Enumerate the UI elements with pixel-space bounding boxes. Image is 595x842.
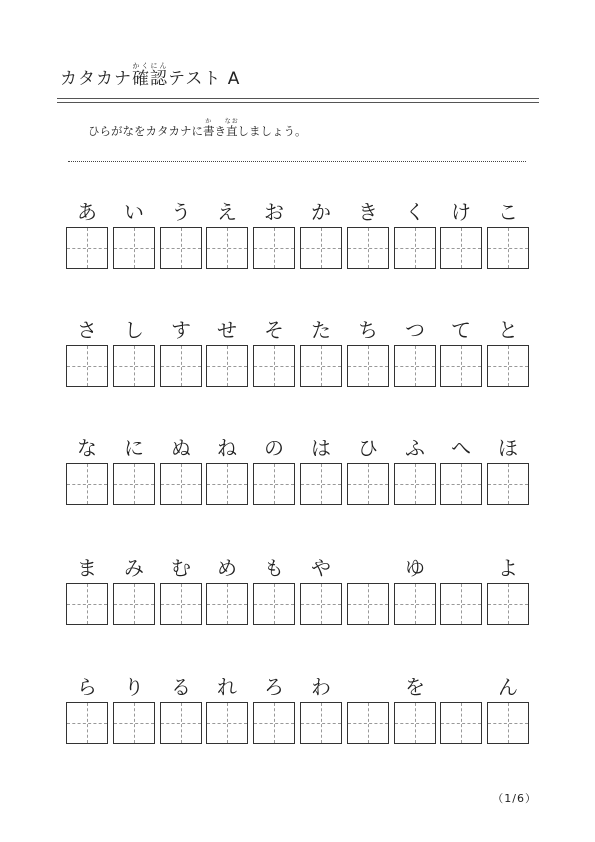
hiragana-prompt: た	[311, 318, 331, 342]
writing-box[interactable]	[440, 345, 482, 387]
hiragana-prompt: え	[217, 200, 237, 224]
hiragana-prompt: つ	[405, 318, 425, 342]
writing-box[interactable]	[394, 583, 436, 625]
instruction-nao-ruby	[224, 118, 239, 138]
hiragana-prompt: は	[311, 436, 331, 460]
writing-box[interactable]	[160, 227, 202, 269]
instruction-nao-reading: なお	[224, 118, 239, 125]
title-ruby-reading: かくにん	[132, 62, 168, 70]
writing-box[interactable]	[160, 702, 202, 744]
page-number: （1/6）	[492, 792, 537, 805]
hiragana-prompt: ひ	[358, 436, 378, 460]
writing-box[interactable]	[487, 702, 529, 744]
hiragana-prompt: そ	[264, 318, 284, 342]
hiragana-prompt: ゆ	[405, 556, 425, 580]
writing-box[interactable]	[160, 463, 202, 505]
writing-box[interactable]	[160, 345, 202, 387]
hiragana-prompt: む	[171, 556, 191, 580]
hiragana-prompt: よ	[498, 556, 518, 580]
title-ruby	[132, 62, 168, 89]
hiragana-prompt: す	[171, 318, 191, 342]
writing-box[interactable]	[66, 463, 108, 505]
instruction-part1: ひらがなをカタカナに	[88, 124, 203, 138]
instruction-part3: しましょう。	[237, 124, 307, 138]
instruction-nao-base: 直	[224, 124, 239, 138]
hiragana-prompt: め	[217, 556, 237, 580]
writing-box[interactable]	[487, 583, 529, 625]
title-rule-top	[57, 98, 539, 99]
title-prefix: カタカナ	[60, 69, 132, 89]
instruction-kaki-ruby	[203, 118, 215, 138]
writing-box[interactable]	[440, 583, 482, 625]
writing-box[interactable]	[347, 583, 389, 625]
hiragana-prompt: な	[77, 436, 97, 460]
hiragana-prompt: き	[358, 200, 378, 224]
hiragana-prompt: い	[124, 200, 144, 224]
instruction-kaki-reading: か	[203, 118, 215, 125]
hiragana-prompt: さ	[77, 318, 97, 342]
hiragana-prompt: せ	[217, 318, 237, 342]
writing-box[interactable]	[206, 463, 248, 505]
writing-box[interactable]	[394, 702, 436, 744]
instruction-kaki-base: 書	[203, 124, 215, 138]
hiragana-prompt: け	[451, 200, 471, 224]
writing-box[interactable]	[253, 702, 295, 744]
writing-box[interactable]	[160, 583, 202, 625]
hiragana-prompt: ろ	[264, 675, 284, 699]
writing-box[interactable]	[66, 583, 108, 625]
hiragana-prompt: の	[264, 436, 284, 460]
hiragana-prompt: ほ	[498, 436, 518, 460]
hiragana-prompt: る	[171, 675, 191, 699]
writing-box[interactable]	[206, 345, 248, 387]
hiragana-prompt: て	[451, 318, 471, 342]
writing-box[interactable]	[487, 227, 529, 269]
page-title	[60, 62, 240, 89]
writing-box[interactable]	[440, 702, 482, 744]
hiragana-prompt: ん	[498, 675, 518, 699]
writing-box[interactable]	[347, 463, 389, 505]
hiragana-prompt: ら	[77, 675, 97, 699]
hiragana-prompt: り	[124, 675, 144, 699]
writing-box[interactable]	[300, 583, 342, 625]
hiragana-prompt: お	[264, 200, 284, 224]
hiragana-prompt: あ	[77, 200, 97, 224]
hiragana-prompt: へ	[451, 436, 471, 460]
hiragana-prompt: ち	[358, 318, 378, 342]
hiragana-prompt: や	[311, 556, 331, 580]
writing-box[interactable]	[113, 227, 155, 269]
hiragana-prompt: う	[171, 200, 191, 224]
hiragana-prompt: も	[264, 556, 284, 580]
writing-box[interactable]	[113, 463, 155, 505]
writing-box[interactable]	[253, 583, 295, 625]
hiragana-prompt: を	[405, 675, 425, 699]
hiragana-prompt: ふ	[405, 436, 425, 460]
writing-box[interactable]	[206, 583, 248, 625]
writing-box[interactable]	[253, 227, 295, 269]
writing-box[interactable]	[66, 227, 108, 269]
writing-box[interactable]	[300, 702, 342, 744]
writing-box[interactable]	[347, 702, 389, 744]
writing-box[interactable]	[394, 345, 436, 387]
writing-box[interactable]	[113, 583, 155, 625]
writing-box[interactable]	[300, 227, 342, 269]
hiragana-prompt: か	[311, 200, 331, 224]
dotted-divider	[68, 161, 526, 162]
writing-box[interactable]	[66, 345, 108, 387]
writing-box[interactable]	[253, 345, 295, 387]
writing-box[interactable]	[113, 702, 155, 744]
writing-box[interactable]	[487, 345, 529, 387]
hiragana-prompt: と	[498, 318, 518, 342]
hiragana-prompt: こ	[498, 200, 518, 224]
writing-box[interactable]	[394, 463, 436, 505]
instruction-part2: き	[214, 124, 226, 138]
hiragana-prompt: れ	[217, 675, 237, 699]
writing-box[interactable]	[440, 227, 482, 269]
writing-box[interactable]	[66, 702, 108, 744]
writing-box[interactable]	[347, 227, 389, 269]
writing-box[interactable]	[113, 345, 155, 387]
hiragana-prompt: し	[124, 318, 144, 342]
writing-box[interactable]	[394, 227, 436, 269]
writing-box[interactable]	[347, 345, 389, 387]
writing-box[interactable]	[440, 463, 482, 505]
writing-box[interactable]	[206, 227, 248, 269]
hiragana-prompt: わ	[311, 675, 331, 699]
hiragana-prompt: ま	[77, 556, 97, 580]
instruction-text	[88, 118, 307, 139]
writing-box[interactable]	[300, 463, 342, 505]
title-rule-bottom	[57, 102, 539, 103]
hiragana-prompt: ね	[217, 436, 237, 460]
title-ruby-base: 確認	[132, 69, 168, 89]
hiragana-prompt: み	[124, 556, 144, 580]
writing-box[interactable]	[487, 463, 529, 505]
writing-box[interactable]	[300, 345, 342, 387]
writing-box[interactable]	[206, 702, 248, 744]
title-suffix: テスト A	[168, 69, 241, 89]
hiragana-prompt: く	[405, 200, 425, 224]
hiragana-prompt: に	[124, 436, 144, 460]
writing-box[interactable]	[253, 463, 295, 505]
hiragana-prompt: ぬ	[171, 436, 191, 460]
